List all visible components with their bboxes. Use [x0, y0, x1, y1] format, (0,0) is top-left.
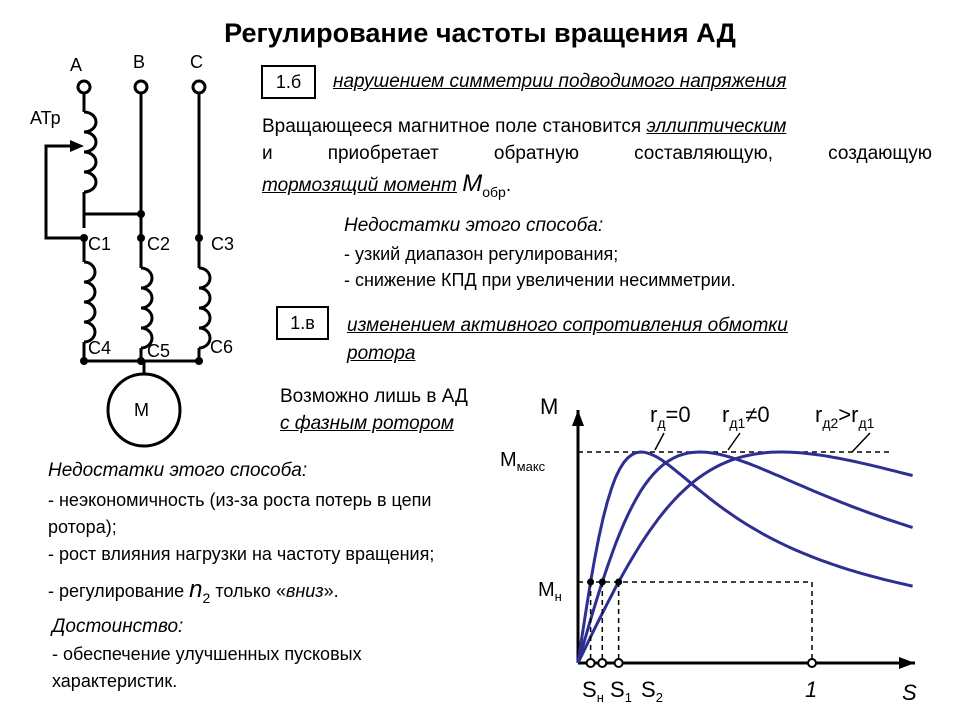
- mmax-label: $M_{макс}$: [500, 449, 546, 474]
- advantage-item: - обеспечение улучшенных пусковых: [52, 644, 362, 664]
- torque-curve: [578, 452, 913, 663]
- terminal-c1: С1: [88, 234, 112, 254]
- n2-sub: 2: [202, 590, 211, 606]
- braking-torque-sub: обр: [482, 184, 506, 200]
- terminal-c6: С6: [210, 337, 234, 357]
- curve-label: $r_{д2}>r_{д1}$: [815, 402, 875, 431]
- torque-curve: [578, 452, 913, 663]
- possible-line1: Возможно лишь в АД: [280, 386, 468, 407]
- x-tick-label: $S_н$: [582, 677, 604, 705]
- section-v-heading-line1: изменением активного сопротивления обмотки: [347, 315, 788, 336]
- y-axis-arrow: [572, 410, 584, 426]
- slip-one-marker: [808, 659, 816, 667]
- section-v-heading-line2: ротора: [347, 343, 416, 364]
- nominal-point: [615, 579, 622, 586]
- cons-last-prefix: - регулирование: [48, 581, 190, 601]
- x-tick-label: 1: [805, 677, 818, 702]
- x-axis-arrow: [899, 657, 915, 669]
- section-v-cons-item: - рост влияния нагрузки на частоту вращения;: [48, 544, 435, 564]
- section-v-cons-title: Недостатки этого способа:: [48, 460, 308, 481]
- section-b-heading: нарушением симметрии подводимого напряжения: [333, 71, 787, 92]
- page-title: Регулирование частоты вращения АД: [224, 18, 736, 48]
- terminal-c2: С2: [147, 234, 171, 254]
- curve-label-leader: [852, 433, 870, 452]
- nominal-point: [599, 579, 606, 586]
- curve-label-leader: [728, 433, 740, 450]
- cons-last-down: вниз: [285, 581, 324, 601]
- n2-symbol: n: [189, 576, 203, 603]
- mn-label: $M_н$: [538, 579, 562, 604]
- section-v-tag: 1.в: [276, 306, 329, 340]
- phase-c-label: С: [190, 52, 203, 72]
- section-b-elliptical: эллиптическим: [646, 116, 787, 137]
- torque-curve: [578, 452, 913, 663]
- possible-line2: с фазным ротором: [280, 413, 454, 434]
- slip-marker: [598, 659, 606, 667]
- autotransformer-label: АТр: [30, 108, 61, 128]
- terminal-c3: С3: [211, 234, 235, 254]
- terminal-c4: С4: [88, 338, 112, 358]
- x-tick-label: $S_1$: [610, 677, 632, 705]
- section-b-cons-title: Недостатки этого способа:: [344, 215, 604, 236]
- section-b-cons-item: - снижение КПД при увеличении несимметрии.: [344, 270, 736, 290]
- y-axis-label: M: [540, 394, 559, 419]
- braking-torque-symbol: М: [462, 170, 483, 197]
- x-tick-label: $S_2$: [641, 677, 663, 705]
- x-axis-label: S: [902, 680, 917, 705]
- braking-torque-term: тормозящий момент: [262, 175, 457, 196]
- section-b-text-line2: и приобретает обратную составляющую, создающую: [262, 143, 932, 164]
- curve-label: $r_д=0$: [650, 402, 691, 431]
- section-v-cons-item: ротора);: [48, 517, 117, 537]
- braking-torque-end: .: [505, 175, 512, 196]
- curve-label-leader: [655, 433, 664, 450]
- slip-marker: [587, 659, 595, 667]
- cons-last-mid: только «: [210, 581, 286, 601]
- advantage-title: Достоинство:: [52, 616, 184, 637]
- motor-label: М: [134, 400, 149, 420]
- nominal-point: [587, 579, 594, 586]
- section-v-cons-item: - неэкономичность (из-за роста потерь в цепи: [48, 490, 432, 510]
- cons-last-end: ».: [323, 581, 339, 601]
- section-b-text-line1-a: Вращающееся магнитное поле становится: [262, 116, 647, 137]
- advantage-item: характеристик.: [52, 671, 178, 691]
- section-b-tag: 1.б: [261, 65, 316, 99]
- curve-label: $r_{д1}\ne 0$: [722, 402, 770, 431]
- terminal-c5: С5: [147, 341, 171, 361]
- slip-marker: [615, 659, 623, 667]
- phase-b-label: В: [133, 52, 146, 72]
- phase-a-label: А: [70, 55, 83, 75]
- section-b-cons-item: - узкий диапазон регулирования;: [344, 244, 619, 264]
